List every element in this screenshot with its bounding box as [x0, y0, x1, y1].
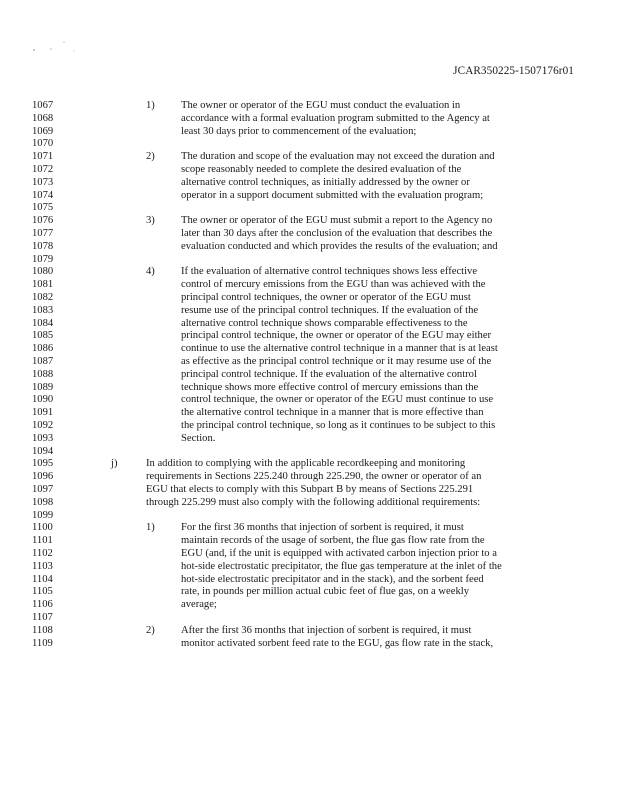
body-text-line: EGU (and, if the unit is equipped with activated carbon injection prior to a	[181, 548, 497, 559]
line-number: 1086	[32, 343, 54, 355]
body-text-line: the alternative control technique in a manner that is more effective than	[181, 407, 484, 419]
body-text-line: control technique, the owner or operator of the EGU must continue to use	[181, 394, 494, 406]
line-number: 1097	[32, 484, 54, 495]
line-number: 1100	[32, 522, 53, 534]
body-text-line: EGU that elects to comply with this Subpart B by means of Sections 225.291	[146, 484, 474, 495]
line-number: 1081	[32, 279, 54, 291]
body-text-line: The owner or operator of the EGU must conduct the evaluation in	[181, 100, 461, 111]
line-number: 1078	[32, 240, 54, 252]
body-text-line: as effective as the principal control technique or it may resume use of the	[181, 356, 492, 367]
line-number: 1102	[32, 548, 53, 559]
body-text-line: scope reasonably needed to complete the desired evaluation of the	[181, 164, 462, 175]
line-number: 1089	[32, 381, 54, 393]
line-number: 1092	[32, 420, 54, 431]
line-number: 1096	[32, 471, 54, 483]
body-text-line: alternative control technique shows comparable effectiveness to the	[181, 317, 468, 329]
body-text-line: technique shows more effective control of mercury emissions than the	[181, 381, 479, 393]
line-number: 1085	[32, 330, 54, 342]
body-text-line: operator in a support document submitted with the evaluation program;	[181, 189, 484, 201]
body-text-line: hot-side electrostatic precipitator and in the stack), and the sorbent feed	[181, 573, 484, 585]
line-number: 1082	[32, 292, 54, 303]
body-text-line: For the first 36 months that injection of sorbent is required, it must	[181, 522, 464, 534]
body-text-line: continue to use the alternative control technique in a manner that is at least	[181, 343, 498, 355]
body-text-line: principal control techniques, the owner or operator of the EGU must	[181, 292, 471, 303]
body-text-line: the principal control technique, so long as it continues to be subject to this	[181, 420, 496, 431]
body-text-line: Section.	[181, 432, 216, 444]
body-text-line: principal control technique, the owner or operator of the EGU may either	[181, 330, 492, 342]
body-text-line: The duration and scope of the evaluation may not exceed the duration and	[181, 151, 495, 163]
body-text-line: alternative control techniques, as initially addressed by the owner or	[181, 176, 470, 188]
body-text-line: monitor activated sorbent feed rate to the EGU, gas flow rate in the stack,	[181, 637, 494, 649]
body-text-line: After the first 36 months that injection of sorbent is required, it must	[181, 624, 472, 636]
line-number: 1099	[32, 509, 54, 521]
line-number: 1094	[32, 445, 54, 457]
line-number: 1074	[32, 189, 54, 201]
line-number: 1080	[32, 266, 54, 278]
line-number: 1103	[32, 560, 53, 572]
body-text-line: requirements in Sections 225.240 through 225.290, the owner or operator of an	[146, 471, 482, 483]
item-marker: 1)	[146, 522, 155, 534]
scan-specks	[30, 36, 90, 56]
body-text-line: resume use of the principal control techniques. If the evaluation of the	[181, 304, 479, 316]
body-text-line: principal control technique. If the evaluation of the alternative control	[181, 368, 477, 380]
line-number: 1105	[32, 586, 53, 598]
line-number: 1107	[32, 612, 53, 623]
line-number: 1068	[32, 112, 54, 124]
line-number: 1090	[32, 394, 54, 406]
body-text-line: In addition to complying with the applicable recordkeeping and monitoring	[146, 458, 466, 470]
document-id-header: JCAR350225-1507176r01	[453, 65, 574, 77]
item-marker: 4)	[146, 266, 155, 278]
line-number: 1093	[32, 432, 54, 444]
body-text-line: through 225.299 must also comply with the following additional requirements:	[146, 496, 481, 508]
line-number: 1075	[32, 202, 54, 214]
line-number: 1109	[32, 637, 53, 649]
line-number: 1088	[32, 368, 54, 380]
line-number: 1098	[32, 496, 54, 508]
line-number: 1079	[32, 253, 54, 265]
line-number: 1091	[32, 407, 54, 419]
body-text-line: control of mercury emissions from the EGU than was achieved with the	[181, 279, 486, 291]
body-text-line: average;	[181, 599, 217, 611]
body-text-line: least 30 days prior to commencement of the evaluation;	[181, 125, 417, 137]
body-text-line: hot-side electrostatic precipitator, the flue gas temperature at the inlet of the	[181, 560, 502, 572]
body-text-line: evaluation conducted and which provides the results of the evaluation; and	[181, 240, 498, 252]
line-number: 1069	[32, 125, 54, 137]
line-number: 1087	[32, 356, 54, 367]
body-text-line: The owner or operator of the EGU must submit a report to the Agency no	[181, 215, 493, 227]
line-number: 1072	[32, 164, 54, 175]
line-number: 1104	[32, 573, 53, 585]
item-marker: 2)	[146, 624, 155, 636]
line-number: 1084	[32, 317, 54, 329]
line-number: 1101	[32, 535, 53, 547]
line-number: 1108	[32, 624, 53, 636]
body-text-line: maintain records of the usage of sorbent, the flue gas flow rate from the	[181, 535, 485, 547]
body-text-line: accordance with a formal evaluation program submitted to the Agency at	[181, 112, 490, 124]
line-number: 1073	[32, 176, 54, 188]
item-marker: 1)	[146, 100, 155, 111]
line-number: 1095	[32, 458, 54, 470]
body-text-line: If the evaluation of alternative control techniques shows less effective	[181, 266, 478, 278]
line-number: 1083	[32, 304, 54, 316]
item-marker: j)	[111, 458, 118, 470]
line-number: 1071	[32, 151, 54, 163]
item-marker: 2)	[146, 151, 155, 163]
body-text-line: later than 30 days after the conclusion of the evaluation that describes the	[181, 228, 493, 239]
item-marker: 3)	[146, 215, 155, 227]
body-text-line: rate, in pounds per million actual cubic feet of flue gas, on a weekly	[181, 586, 469, 598]
line-number: 1076	[32, 215, 54, 227]
line-number: 1106	[32, 599, 53, 611]
line-number: 1070	[32, 138, 54, 150]
line-number: 1077	[32, 228, 54, 239]
line-number: 1067	[32, 100, 54, 111]
